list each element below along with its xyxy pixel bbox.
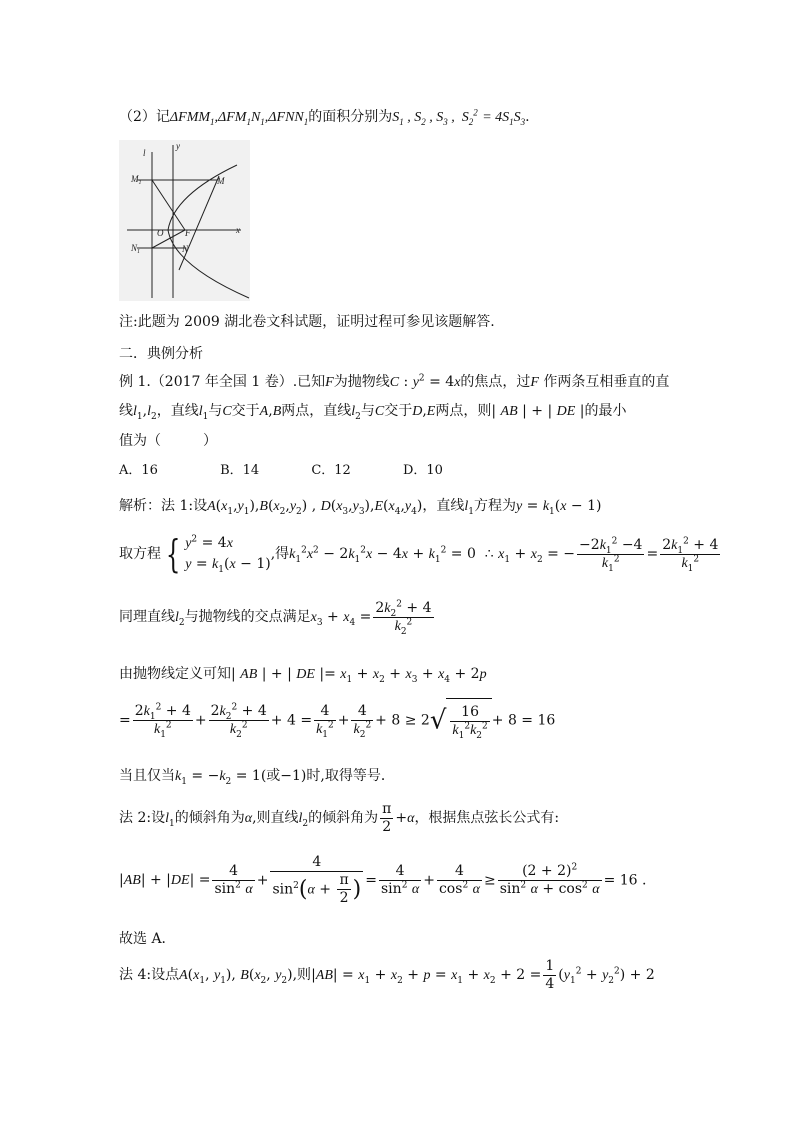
note-text: 注:此题为 2009 湖北卷文科试题，证明过程可参见该题解答. xyxy=(119,314,495,330)
option-d: D．10 xyxy=(402,463,443,478)
answer-options xyxy=(119,462,443,480)
label-n: N xyxy=(182,244,189,254)
parabola-figure xyxy=(119,140,250,301)
label-n1: $N_1$ xyxy=(131,243,141,255)
parabola-diagram xyxy=(119,140,250,301)
label-y: y xyxy=(176,141,180,151)
label-m1: $M_1$ xyxy=(131,174,142,186)
option-c: C．12 xyxy=(311,463,351,478)
solution-line-3: 同理直线$l_2$与抛物线的交点满足$x_3 + x_4$ = $\frac{2k_2^2 + 4}{k_2^2}$ xyxy=(119,599,432,637)
solution-line-7: 法 2:设$l_1$的倾斜角为α,则直线$l_2$的倾斜角为 $\frac{\pi}{2}$ +α，根据焦点弦长公式有: xyxy=(119,801,560,835)
example-line-3: 值为（ ） xyxy=(119,433,217,449)
solution-line-8: |AB| + |DE| = $\frac{4}{\sin^2 \alpha}$ + 4 $\sin^2(\alpha$ + $\frac{\pi}{2}$ ) = $\frac{4}{\sin^2 \alpha}$ + $\frac{4}{\cos^2 \alpha}$ ≥ $\frac{(2 + 2)^2}{\sin^2 \alpha + \cos^2 \alpha}$ = 16 . xyxy=(119,854,647,906)
label-o: O xyxy=(157,228,164,238)
solution-line-1: 解析：法 1:设$A(x_1,y_1),B(x_2,y_2)$ , $D(x_3,y_3),E(x_4,y_4)$，直线$l_1$方程为$y = k_1(x - 1)$ xyxy=(119,498,602,517)
label-x: x xyxy=(236,225,240,235)
solution-line-6: 当且仅当$k_1 = -k_2 = 1$(或−1)时,取得等号． xyxy=(119,768,395,787)
focal-chord xyxy=(179,176,219,270)
label-m: M xyxy=(217,176,225,186)
parabola-lower xyxy=(168,230,249,298)
statement-line-2: （2）记$\Delta FMM_1,\Delta FM_1N_1,\Delta FNN_1$的面积分别为$S_1$ , $S_2$ , $S_3$ , $S_2^2 = 4S_1S_3$. xyxy=(119,107,530,127)
label-f: F xyxy=(185,228,191,238)
section-heading: 二．典例分析 xyxy=(119,346,203,362)
solution-line-9: 故选 A． xyxy=(119,931,176,947)
option-a: A．16 xyxy=(119,463,158,478)
solution-line-10: 法 4:设点$A(x_1$, $y_1$), $B(x_2$, $y_2$),则$|AB| = x_1 + x_2 + p = x_1 + x_2 + 2$ = $\frac{1}{4}$ $(y_1^2 + y_2^2) + 2$ xyxy=(119,958,655,992)
option-b: B．14 xyxy=(220,463,260,478)
solution-line-5: = $\frac{2k_1^2 + 4}{k_1^2}$ + $\frac{2k_2^2 + 4}{k_2^2}$ + 4 = $\frac{4}{k_1^2}$ + $\frac{4}{k_2^2}$ + 8 ≥ 2√ $\frac{16}{k_1^2k_2^2}$ + 8 = 16 xyxy=(119,698,555,743)
solution-line-2: 取方程 { $y^2 = 4x$ $y = k_1(x - 1)$,得$k_1^2x^2 - 2k_1^2x - 4x + k_1^2 = 0$ ∴ $x_1 + x_2$ = − $\frac{-2k_1^2 -4}{k_1^2}$ = $\frac{2k_1^2 + 4}{k_1^2}$ xyxy=(119,532,719,576)
solution-line-4: 由抛物线定义可知| AB | + | DE |= $x_1 + x_2 + x_3 + x_4 + 2p$ xyxy=(119,666,487,685)
example-line-1: 例 1.（2017 年全国 1 卷）.已知F为抛物线C : $y^2 = 4x$的焦点，过F 作两条互相垂直的直 xyxy=(119,373,670,390)
label-l: l xyxy=(143,148,146,158)
example-line-2: 线$l_1,l_2$，直线$l_1$与C交于A,B两点，直线$l_2$与C交于D,E两点，则| AB | + | DE |的最小 xyxy=(119,403,627,422)
